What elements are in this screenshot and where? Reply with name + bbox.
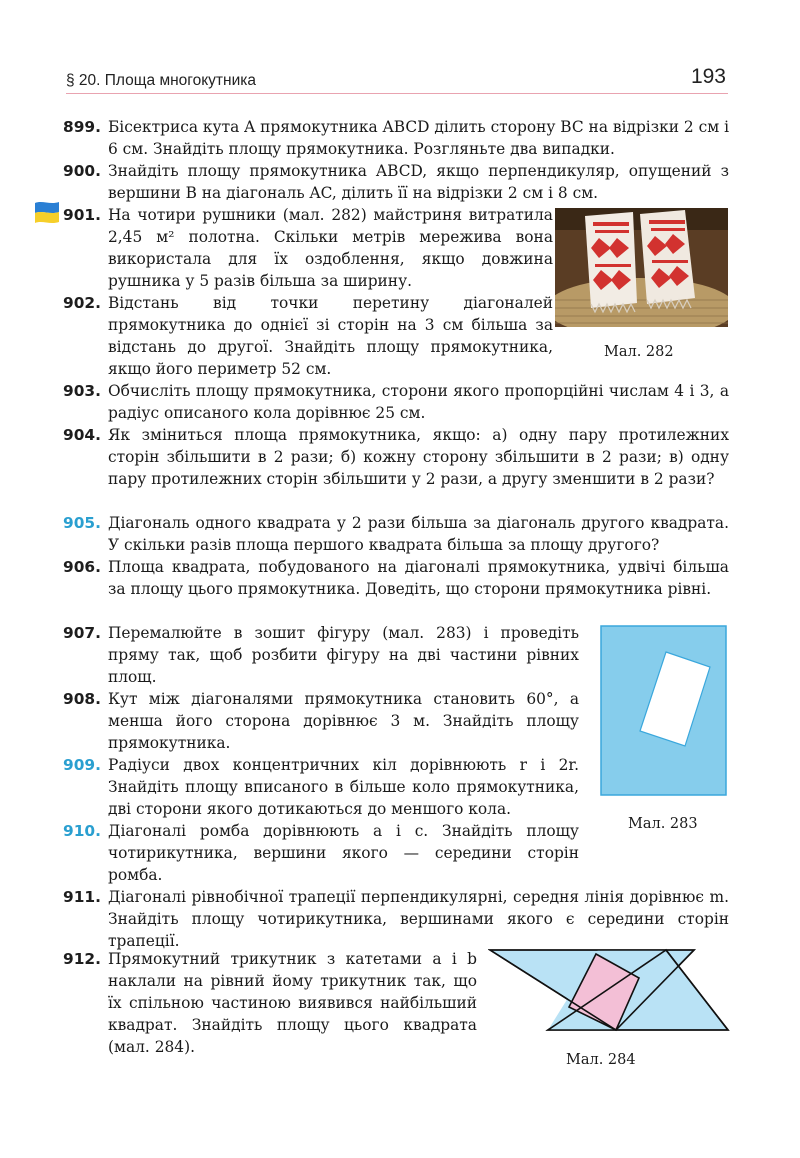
problem-905 xyxy=(63,512,729,556)
problem-899 xyxy=(63,116,729,160)
problem-number: 910. xyxy=(63,822,101,840)
problem-text: Кут між діагоналями прямокутника становить 60°, а менша його сторона дорівнює 3 м. Знайдіть площу прямокутника. xyxy=(108,690,579,752)
problem-text: Бісектриса кута A прямокутника ABCD ділить сторону BC на відрізки 2 см і 6 см. Знайдіть площу прямокутника. Розгляньте два випадки. xyxy=(108,118,729,158)
problem-number: 905. xyxy=(63,514,101,532)
problem-text: Площа квадрата, побудованого на діагоналі прямокутника, удвічі більша за площу цього прямокутника. Доведіть, що сторони прямокутника рівні. xyxy=(108,558,729,598)
problem-text: Діагоналі ромба дорівнюють a і c. Знайдіть площу чотирикутника, вершини якого — середини сторін ромба. xyxy=(108,822,579,884)
problem-903 xyxy=(63,380,729,424)
problem-number: 906. xyxy=(63,558,101,576)
problem-number: 899. xyxy=(63,118,101,136)
ukraine-flag-icon xyxy=(34,200,60,224)
problem-912 xyxy=(63,948,477,1058)
problem-number: 912. xyxy=(63,950,101,968)
caption-fig-284: Мал. 284 xyxy=(566,1052,636,1068)
problem-number: 908. xyxy=(63,690,101,708)
page-number: 193 xyxy=(690,65,726,88)
problem-number: 904. xyxy=(63,426,101,444)
problem-number: 903. xyxy=(63,382,101,400)
problem-number: 907. xyxy=(63,624,101,642)
section-title: § 20. Площа многокутника xyxy=(66,72,256,89)
figure-283 xyxy=(600,625,728,797)
problem-text: Радіуси двох концентричних кіл дорівнюють r і 2r. Знайдіть площу вписаного в більше коло прямокутника, дві сторони якого дотикаються до меншого кола. xyxy=(108,756,579,818)
problem-text: Перемалюйте в зошит фігуру (мал. 283) і проведіть пряму так, щоб розбити фігуру на дві частини рівних площ. xyxy=(108,624,579,686)
problem-number: 901. xyxy=(63,206,101,224)
caption-fig-282: Мал. 282 xyxy=(604,344,674,360)
page-header xyxy=(66,62,728,94)
problem-text: Діагоналі рівнобічної трапеції перпендикулярні, середня лінія дорівнює m. Знайдіть площу чотирикутника, вершинами якого є середини сторін трапеції. xyxy=(108,888,729,950)
problem-number: 911. xyxy=(63,888,101,906)
problem-text: На чотири рушники (мал. 282) майстриня витратила 2,45 м² полотна. Скільки метрів мережива вона використала для їх оздоблення, якщо довжина рушника у 5 разів більша за ширину. xyxy=(108,206,553,290)
problem-text: Відстань від точки перетину діагоналей прямокутника до однієї зі сторін на 3 см більша за відстань до другої. Знайдіть площу прямокутника, якщо його периметр 52 см. xyxy=(108,294,553,378)
problem-text: Прямокутний трикутник з катетами a і b наклали на рівний йому трикутник так, що їх спільною частиною виявився найбільший квадрат. Знайдіть площу цього квадрата (мал. 284). xyxy=(108,950,477,1056)
problem-910 xyxy=(63,820,579,886)
problem-904 xyxy=(63,424,729,512)
problem-902 xyxy=(63,292,553,380)
problem-901 xyxy=(63,204,553,292)
problem-text: Знайдіть площу прямокутника ABCD, якщо перпендикуляр, опущений з вершини B на діагональ AC, ділить її на відрізки 2 см і 8 см. xyxy=(108,162,729,202)
problem-911 xyxy=(63,886,729,952)
problem-text: Обчисліть площу прямокутника, сторони якого пропорційні числам 4 і 3, а радіус описаного кола дорівнює 25 см. xyxy=(108,382,729,422)
problem-908 xyxy=(63,688,579,754)
problem-909 xyxy=(63,754,579,820)
problem-number: 909. xyxy=(63,756,101,774)
problem-906 xyxy=(63,556,729,622)
problem-number: 902. xyxy=(63,294,101,312)
towels-photo xyxy=(555,208,728,327)
caption-fig-283: Мал. 283 xyxy=(628,816,698,832)
figure-284 xyxy=(488,944,732,1036)
problem-900 xyxy=(63,160,729,204)
problem-text: Як зміниться площа прямокутника, якщо: а) одну пару протилежних сторін збільшити в 2 рази; б) кожну сторону збільшити в 2 рази; в) одну пару протилежних сторін збільшити у 2 рази, а другу зменшити в 2 рази? xyxy=(108,426,729,488)
problem-number: 900. xyxy=(63,162,101,180)
problem-text: Діагональ одного квадрата у 2 рази більша за діагональ другого квадрата. У скільки разів площа першого квадрата більша за площу другого? xyxy=(108,514,729,554)
problem-907 xyxy=(63,622,579,688)
